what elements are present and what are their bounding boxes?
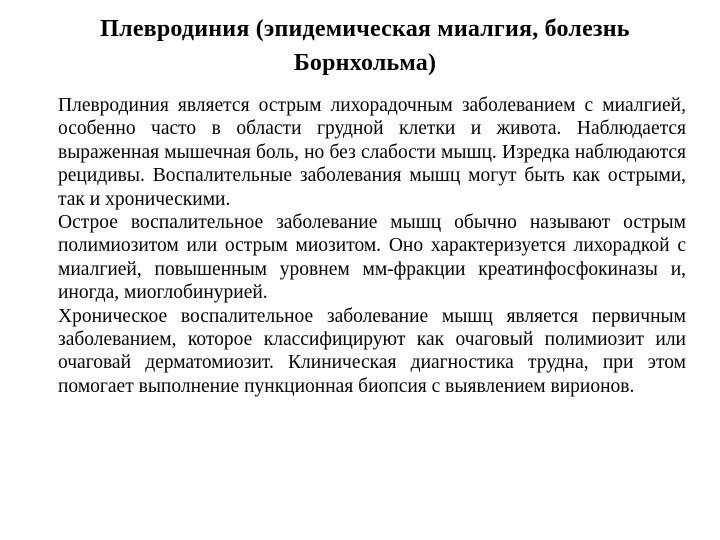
- paragraph-3: Хроническое воспалительное заболевание мышц является первичным заболеванием, которое классифицируют как очаговый полимиозит или очаговай дерматомиозит. Клиническая диагностика трудна, при этом помогает выполнение пункционная биопсия с выявлением вирионов.: [58, 305, 686, 397]
- paragraph-1: Плевродиния является острым лихорадочным заболеванием с миалгией, особенно часто в области грудной клетки и живота. Наблюдается выраженная мышечная боль, но без слабости мышц. Изредка наблюдаются рецидивы. Воспалительные заболевания мышц могут быть как острыми, так и хроническими.: [58, 95, 686, 210]
- slide-body: [58, 94, 686, 398]
- paragraph-2: Острое воспалительное заболевание мышц обычно называют острым полимиозитом или острым миозитом. Оно характеризуется лихорадкой с миалгией, повышенным уровнем мм-фракции креатинфосфокиназы и, иногда, миоглобинурией.: [58, 212, 686, 304]
- slide-title: Плевродиния (эпидемическая миалгия, болезнь Борнхольма): [100, 16, 630, 76]
